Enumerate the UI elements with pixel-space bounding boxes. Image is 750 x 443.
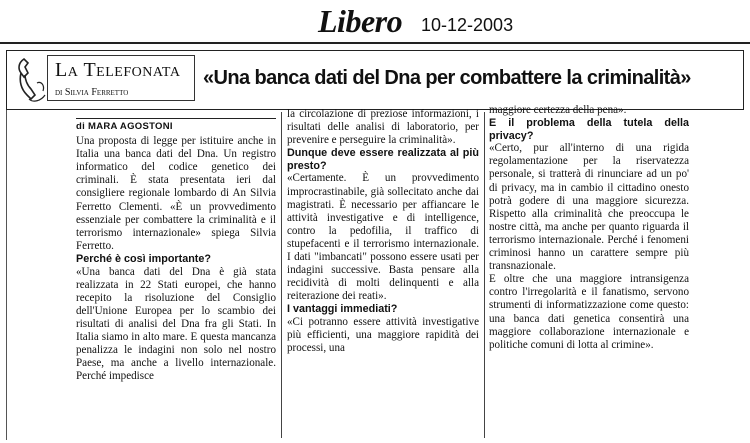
paragraph: E oltre che una maggiore intransigenza contro l'irregolarità e il fanatismo, servono strumenti di informatizzazione come questo: una banca dati genetica consentirà una maggiore collaborazione internazionale e politiche comuni di lotta al crimine». — [489, 273, 689, 351]
telephone-icon — [15, 55, 49, 105]
masthead-divider — [0, 42, 750, 44]
paragraph: maggiore certezza della pena». — [489, 104, 627, 116]
paragraph: «Certamente. È un provvedimento improcrastinabile, già sollecitato anche dai magistrati. È necessario per affiancare le attività investigative e di intelligence, contro la pedofilia, il traffico di stupefacenti e il terrorismo internazionale. I dati "imbancati" possono essere usati per indagini successive. Basta pensare alla recidività di molti delinquenti e alla reiterazione dei reati». — [287, 172, 479, 303]
column-3 — [489, 104, 689, 424]
masthead — [0, 4, 750, 38]
newspaper-logo: Libero — [318, 3, 403, 39]
publication-date: 10-12-2003 — [421, 15, 514, 35]
byline: di MARA AGOSTONI — [76, 118, 276, 133]
paragraph: Una proposta di legge per istituire anche in Italia una banca dati del Dna. Un registro informatico del codice genetico dei criminali. È stata presentata ieri dal consigliere regionale lombardo di An Silvia Ferretto Clementi. «È un provvedimento essenziale per combattere la criminalità e il terrorismo internazionale» spiega Silvia Ferretto. — [76, 135, 276, 252]
column-2 — [287, 108, 479, 428]
question: Perché è così importante? — [76, 252, 212, 265]
rubric-title: La Telefonata — [55, 59, 181, 81]
paragraph: «Una banca dati del Dna è già stata realizzata in 22 Stati europei, che hanno recepito la risoluzione del Consiglio dell'Unione Europea per lo scambio dei risultati di analisi del Dna fra gli Stati. In Italia siamo in alto mare. E questa mancanza penalizza le indagini non solo nel nostro Paese, ma anche a livello internazionale. Perché impedisce — [76, 265, 276, 383]
paragraph: la circolazione di preziose informazioni, i risultati delle analisi di laboratorio, per prevenire e perseguire la criminalità». — [287, 108, 479, 147]
column-1 — [76, 118, 276, 438]
question: Dunque deve essere realizzata al più presto? — [287, 147, 479, 172]
column-divider — [484, 112, 485, 438]
left-border — [6, 110, 7, 440]
rubric-author: di Silvia Ferretto — [55, 87, 129, 98]
column-divider — [281, 112, 282, 438]
article-header — [6, 50, 744, 110]
question: I vantaggi immediati? — [287, 303, 398, 316]
question: E il problema della tutela della privacy? — [489, 117, 689, 142]
paragraph: «Certo, pur all'interno di una rigida regolamentazione per la riservatezza personale, si tratterà di rinunciare ad un po' di privacy, ma in cambio il cittadino onesto potrà godere di una maggiore sicurezza. Rispetto alla criminalità che preoccupa le nostre città, ma anche per quanto riguarda il terrorismo internazionale. Perché i fenomeni criminosi hanno un carattere sempre più transnazionale. — [489, 142, 689, 273]
paragraph: «Ci potranno essere attività investigative più efficienti, una maggiore rapidità dei processi, una — [287, 316, 479, 355]
headline: «Una banca dati del Dna per combattere la criminalità» — [203, 67, 691, 89]
